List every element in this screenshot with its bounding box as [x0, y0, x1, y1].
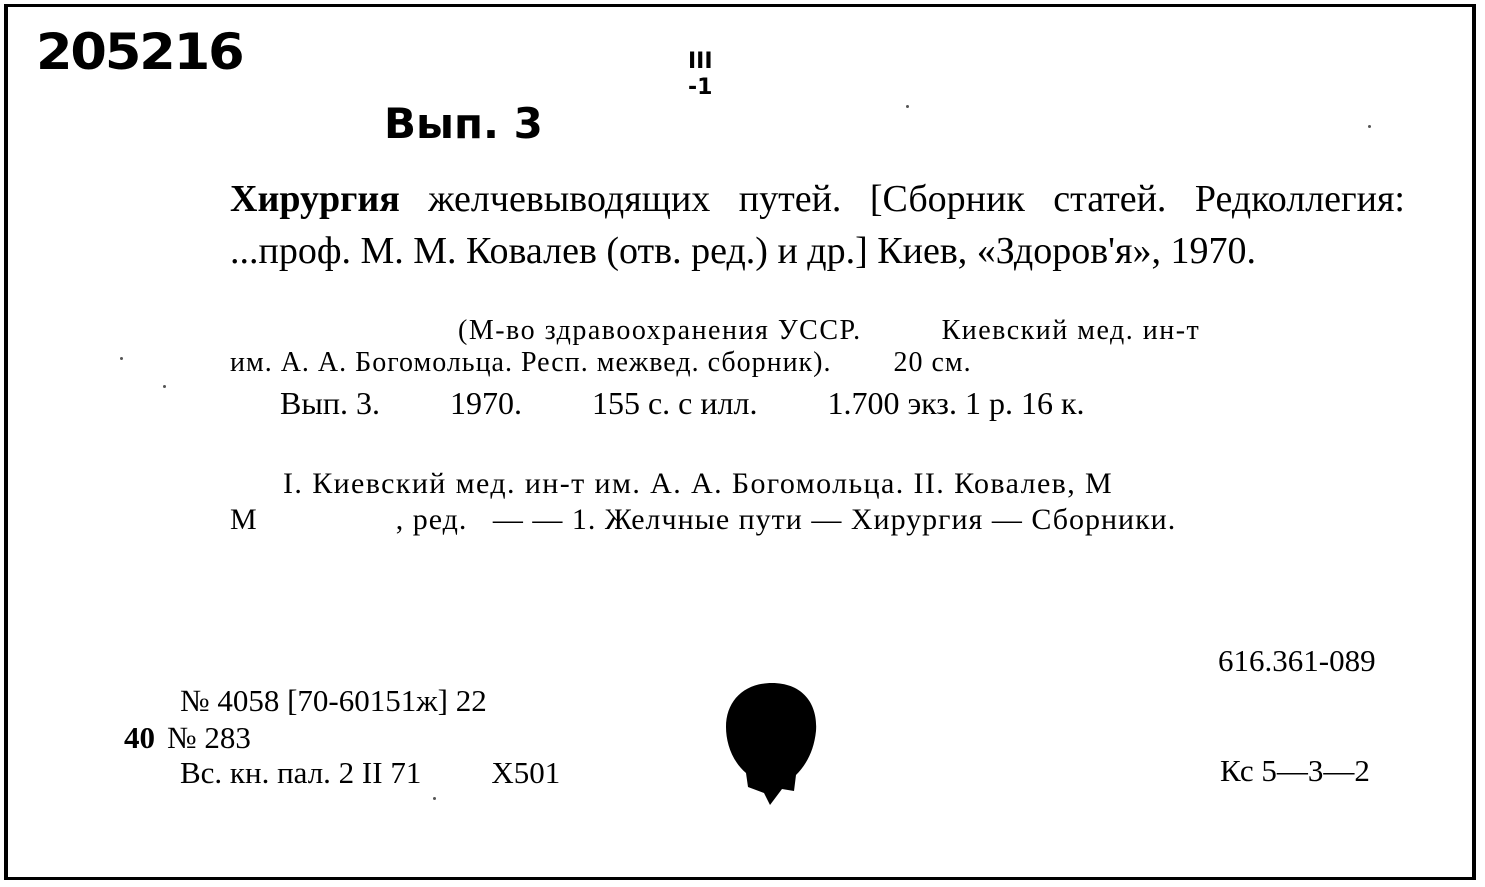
corner-mark: III -1 [688, 49, 713, 100]
inventory-number: 205216 [36, 23, 243, 81]
series-line-2 [230, 347, 972, 379]
imprint-year: 1970. [449, 385, 522, 421]
imprint-issue: Вып. 3. [280, 385, 380, 421]
press-date: Вс. кн. пал. 2 II 71 [180, 755, 422, 790]
book-size: 20 см. [893, 347, 972, 378]
udc-code: 616.361-089 [1218, 643, 1376, 678]
ink-stamp-blot [724, 681, 820, 807]
title-bold: Хирургия [230, 178, 400, 220]
title-rest: желчевыводящих путей. [Сборник статей. Редколлегия: ...проф. М. М. Ковалев (отв. ред.) и др.] Киев, «Здоров'я», 1970. [230, 178, 1405, 272]
classification-code: Кс 5—3—2 [1220, 753, 1370, 788]
tracing-subjects: , ред. — — 1. Желчные пути — Хирургия — Сборники. [395, 503, 1177, 536]
tracing-initial: М [230, 503, 258, 536]
record-number: № 4058 [70-60151ж] 22 [180, 683, 487, 718]
series-publisher: (М-во здравоохранения УССР. [458, 315, 862, 346]
series-name: им. А. А. Богомольца. Респ. межвед. сборник). [230, 347, 832, 378]
bibliographic-title [230, 173, 1405, 277]
catalog-card [4, 4, 1476, 880]
series-institute: Киевский мед. ин-т [941, 315, 1201, 346]
speck [120, 357, 123, 360]
imprint-copies: 1.700 экз. 1 р. 16 к. [827, 385, 1085, 421]
card-number-value: № 283 [167, 720, 251, 755]
press-info [180, 755, 560, 791]
series-line-1 [458, 315, 1200, 347]
imprint-line [280, 385, 1084, 422]
speck [163, 385, 166, 388]
press-code: Х501 [491, 755, 561, 790]
imprint-pages: 155 с. с илл. [591, 385, 758, 421]
tracing-line-1: I. Киевский мед. ин-т им. А. А. Богомольца. II. Ковалев, М [283, 467, 1114, 500]
issue-note: Вып. 3 [384, 99, 543, 148]
speck [433, 797, 436, 800]
card-number [124, 720, 251, 756]
card-prefix: 40 [124, 720, 155, 755]
tracing-line-2 [230, 503, 1176, 537]
speck [906, 105, 909, 108]
speck [1368, 125, 1371, 128]
